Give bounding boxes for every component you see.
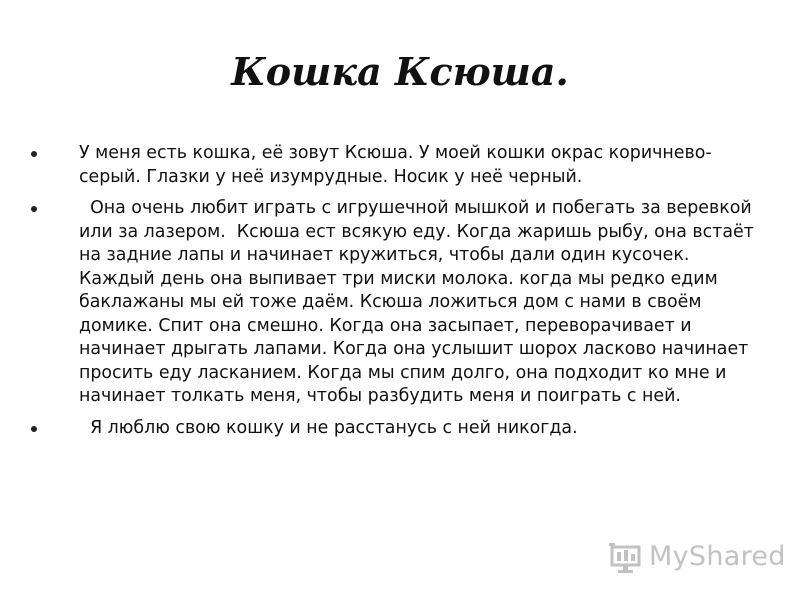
bullet-text: Я люблю свою кошку и не расстанусь с ней никогда. (79, 417, 578, 438)
myshared-logo-text: MyShared (649, 541, 786, 572)
myshared-watermark (607, 538, 786, 576)
bullet-item (30, 197, 765, 409)
bullet-item (30, 142, 765, 189)
bullet-dot-icon (31, 206, 37, 212)
bullet-item (30, 417, 765, 441)
bullet-text: У меня есть кошка, её зовут Ксюша. У моей кошки окрас коричнево-серый. Глазки у неё изумрудные. Носик у неё черный. (79, 143, 712, 187)
bullet-dot-icon (31, 151, 37, 157)
bullet-dot-icon (31, 426, 37, 432)
bullet-list (30, 142, 765, 448)
myshared-logo-icon (607, 538, 645, 576)
slide-title: Кошка Ксюша. (231, 49, 569, 94)
bullet-text: Она очень любит играть с игрушечной мышкой и побегать за веревкой или за лазером. Ксюша ест всякую еду. Когда жаришь рыбу, она встаёт на задние лапы и начинает кружиться, чтобы дали один кусочек. Каждый день она выпивает три миски молока. когда мы редко едим баклажаны мы ей тоже даём. Ксюша ложиться дом с нами в своём домике. Спит она смешно. Когда она засыпает, переворачивает и начинает дрыгать лапами. Когда она услышит шорох ласково начинает просить еду ласканием. Когда мы спим долго, она подходит ко мне и начинает толкать меня, чтобы разбудить меня и поиграть с ней. (79, 198, 760, 406)
